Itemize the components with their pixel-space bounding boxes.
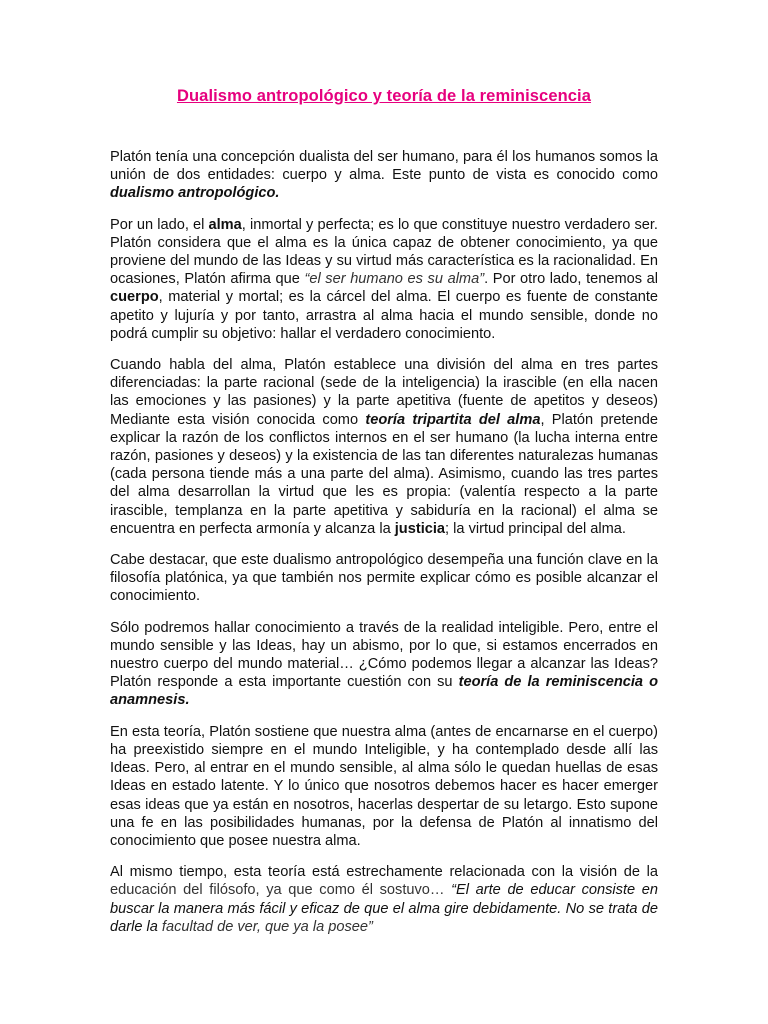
text-run: Platón tenía una concepción dualista del ser humano, para él los humanos somos la unión de dos entidades: cuerpo y alma. Este punto de vista es conocido como — [110, 149, 658, 184]
text-run: Al mismo tiempo, esta teoría está estrechamente relacionada con la visión de la — [110, 864, 658, 881]
text-run: En esta teoría, Platón sostiene que nuestra alma (antes de encarnarse en el cuerpo) ha preexistido siempre en el mundo Inteligible, y ha contemplado desde allí las Ideas. Pero, al entrar en el mundo sensible, al alma sólo le quedan huellas de esas Ideas en estado latente. Y lo único que nosotros debemos hacer es hacer emerger esas ideas que ya están en nosotros, hacerlas despertar de su letargo. Esto supone una fe en las posibilidades humanas, por la defensa de Platón al innatismo del conocimiento que posee nuestra alma. — [110, 723, 658, 849]
paragraph-dualismo — [110, 148, 658, 203]
emphasis-term: teoría de la reminiscencia o anamnesis. — [110, 674, 658, 709]
text-run: . Por otro lado, tenemos al — [484, 271, 659, 288]
document-body — [110, 148, 658, 936]
bold-term-alma: alma — [208, 216, 242, 233]
text-run: , material y mortal; es la cárcel del alma. El cuerpo es fuente de constante apetito y lujuría y por tanto, arrastra al alma hacia el mundo sensible, donde no podrá cumplir su objetivo: hallar el verdadero conocimiento. — [110, 289, 658, 342]
bold-term-justicia: justicia — [394, 520, 446, 537]
text-run: educación del filósofo, ya que como él sostuvo… — [110, 882, 452, 899]
text-run: , Platón pretende explicar la razón de los conflictos internos en el ser humano (la lucha interna entre razón, pasiones y deseos) y la existencia de las tan diferentes naturalezas humanas (cada persona tiende más a una parte del alma). Asimismo, cuando las tres partes del alma desarrollan la virtud que les es propia: (valentía respecto a la parte irascible, templanza en la parte apetitiva y sabiduría en la racional) el alma se encuentra en perfecta armonía y alcanza la — [110, 411, 659, 537]
paragraph-educacion — [110, 863, 658, 936]
paragraph-funcion-clave — [110, 551, 658, 606]
quote: “El arte de educar consiste en buscar la manera más fácil y eficaz de que el alma gire debidamente. No se trata de darle la — [110, 882, 659, 935]
bold-term-cuerpo: cuerpo — [110, 289, 159, 306]
emphasis-term: dualismo antropológico. — [110, 185, 280, 202]
text-run: Cabe destacar, que este dualismo antropológico desempeña una función clave en la filosofía platónica, ya que también nos permite explicar cómo es posible alcanzar el conocimiento. — [110, 552, 658, 605]
paragraph-alma-cuerpo — [110, 216, 658, 343]
paragraph-tripartita — [110, 356, 658, 538]
text-run: Cuando habla del alma, Platón establece una división del alma en tres partes diferenciadas: la parte racional (sede de la inteligencia) la irascible (en ella nacen las emociones y las pasiones) y la parte apetitiva (fuente de apetitos y deseos) Mediante esta visión conocida como — [110, 357, 658, 428]
emphasis-term: teoría tripartita del alma — [365, 411, 541, 428]
quote: “el ser humano es su alma” — [304, 271, 485, 288]
text-run: ; la virtud principal del alma. — [445, 520, 626, 537]
paragraph-reminiscencia — [110, 723, 658, 850]
text-run: , inmortal y perfecta; es lo que constituye nuestro verdadero ser. Platón considera que el alma es la única capaz de obtener conocimiento, ya que proviene del mundo de las Ideas y su virtud más característica es la racionalidad. En ocasiones, Platón afirma que — [110, 216, 658, 288]
text-run: Por un lado, el — [110, 216, 209, 233]
document-title: Dualismo antropológico y teoría de la reminiscencia — [176, 87, 592, 105]
text-run: Sólo podremos hallar conocimiento a través de la realidad inteligible. Pero, entre el mundo sensible y las Ideas, hay un abismo, por lo que, si estamos encerrados en nuestro cuerpo del mundo material… ¿Cómo podemos llegar a alcanzar las Ideas? Platón responde a esta importante cuestión con su — [110, 619, 658, 691]
quote: facultad de ver, que ya la posee” — [161, 918, 373, 935]
paragraph-conocimiento — [110, 619, 658, 710]
